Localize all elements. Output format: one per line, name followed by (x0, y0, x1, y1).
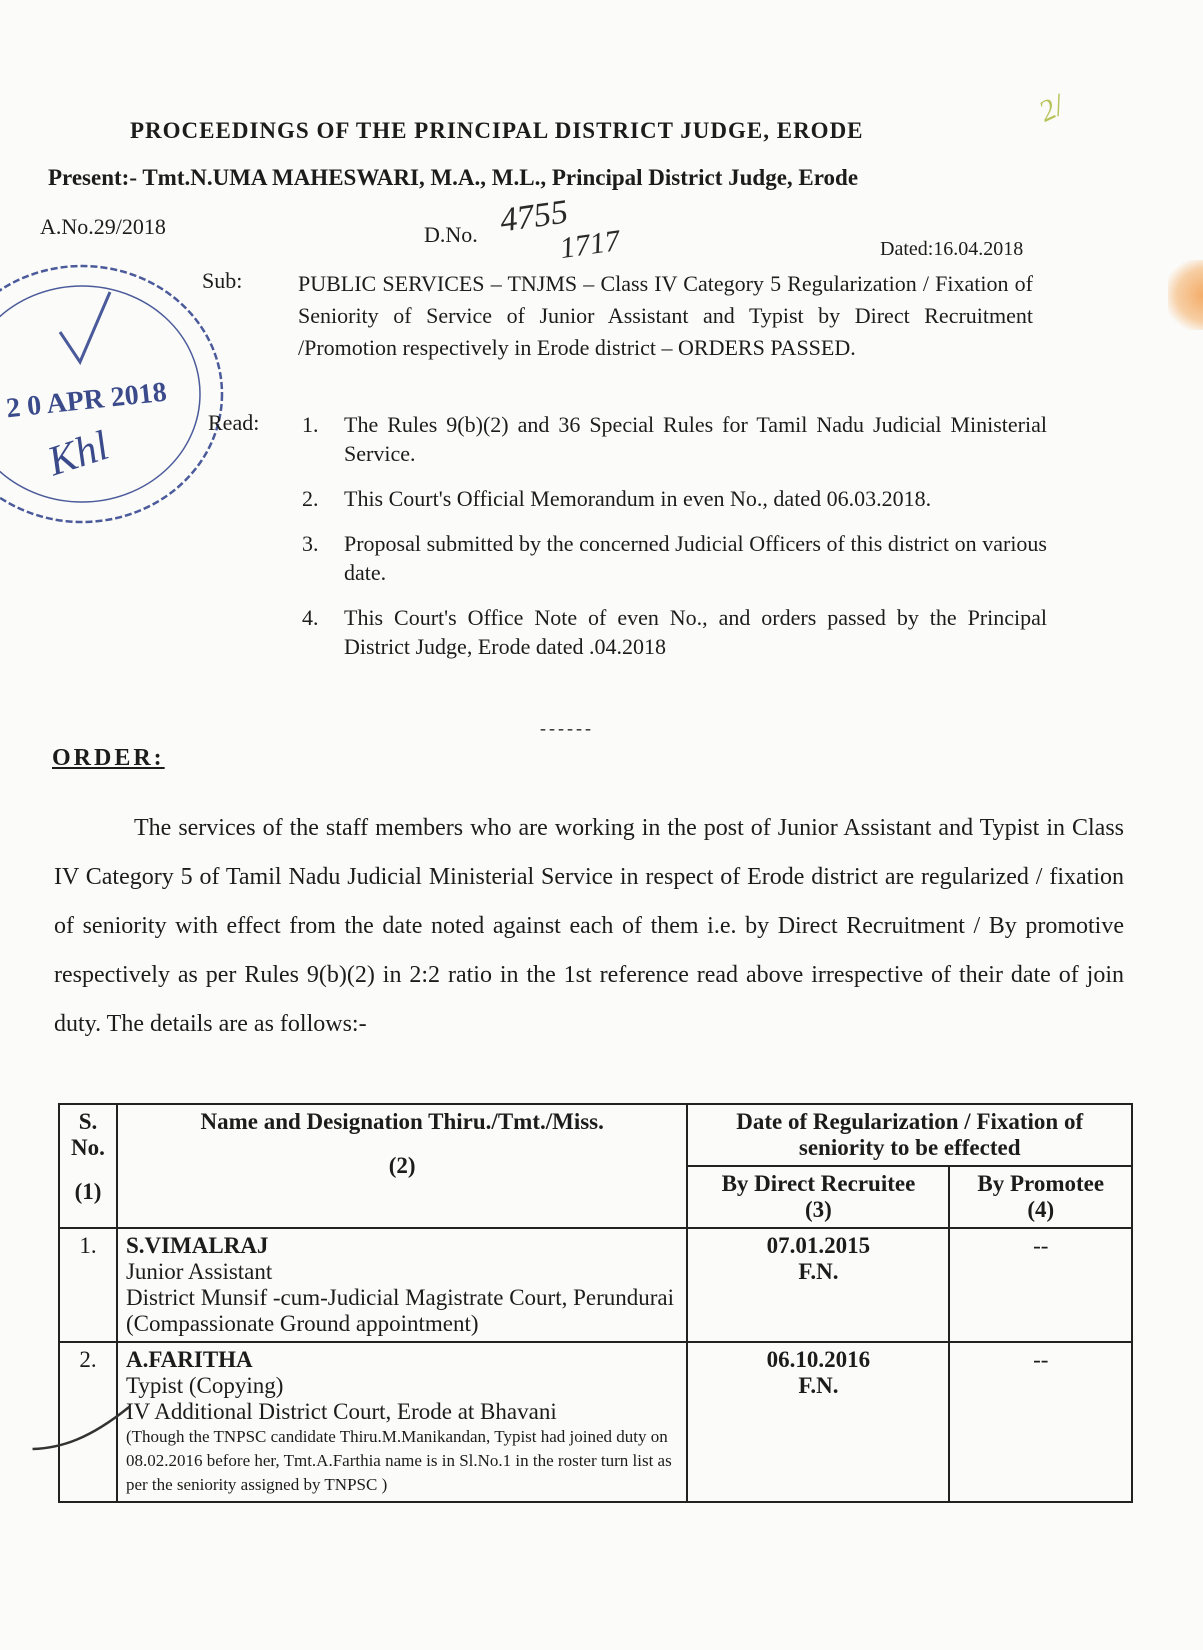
order-paragraph: The services of the staff members who are working in the post of Junior Assistant and Typist in Class IV Category 5 of Tamil Nadu Judicial Ministerial Service in respect of Erode district are regularized / fixation of seniority with effect from the date noted against each of them i.e. by Direct Recruitment / By promotive respectively as per Rules 9(b)(2) in 2:2 ratio in the 1st reference read above irrespective of their date of join duty. The details are as follows:- (54, 815, 1124, 1037)
dated-field: Dated:16.04.2018 (880, 238, 1024, 260)
reference-item: 3. Proposal submitted by the concerned Judicial Officers of this district on various date. (302, 531, 1047, 585)
presiding-officer: Present:- Tmt.N.UMA MAHESWARI, M.A., M.L., Principal District Judge, Erode (48, 165, 859, 190)
reference-list (302, 410, 1047, 677)
col-promotee-header: By Promotee (4) (949, 1166, 1132, 1228)
stamp-initials: Khl (42, 422, 115, 486)
d-number-label: D.No. (424, 222, 478, 247)
table-row: 2. A.FARITHA Typist (Copying) IV Additional District Court, Erode at Bhavani (Though the TNPSC candidate Thiru.M.Manikandan, Typist had joined duty on 08.02.2016 before her, Tmt.A.Farthia name is in Sl.No.1 in the roster turn list as per the seniority assigned by TNPSC ) 06.10.2016 F.N. -- (59, 1342, 1132, 1502)
reference-item: 1. The Rules 9(b)(2) and 36 Special Rules for Tamil Nadu Judicial Ministerial Service. (302, 412, 1047, 466)
document-title: PROCEEDINGS OF THE PRINCIPAL DISTRICT JUDGE, ERODE (130, 118, 864, 143)
separator: ------ (540, 718, 594, 738)
handwritten-initials: 2/ (1033, 88, 1070, 129)
stamp-date: 2 0 APR 2018 (4, 376, 169, 425)
a-number: A.No.29/2018 (40, 214, 166, 239)
col-sno-header: S. No. (1) (59, 1104, 117, 1228)
read-label: Read: (208, 410, 260, 435)
d-number-handwritten-2: 1717 (557, 223, 622, 266)
subject-label: Sub: (202, 268, 243, 293)
subject-text: PUBLIC SERVICES – TNJMS – Class IV Category 5 Regularization / Fixation of Seniority of Service of Junior Assistant and Typist by Direct Recruitment /Promotion respectively in Erode district – ORDERS PASSED. (298, 271, 1033, 360)
reference-item: 2. This Court's Official Memorandum in even No., dated 06.03.2018. (302, 486, 932, 511)
table-row: 1. S.VIMALRAJ Junior Assistant District Munsif -cum-Judicial Magistrate Court, Perundurai (Compassionate Ground appointment) 07.01.2015 F.N. -- (59, 1228, 1132, 1342)
d-number-handwritten: 4755 (497, 193, 571, 240)
edge-smudge (1168, 260, 1203, 330)
seniority-table (58, 1103, 1133, 1503)
table-header-row (59, 1104, 1132, 1166)
col-name-header: Name and Designation Thiru./Tmt./Miss. (2) (117, 1104, 687, 1228)
col-direct-header: By Direct Recruitee (3) (687, 1166, 949, 1228)
col-date-group-header: Date of Regularization / Fixation of seniority to be effected (687, 1104, 1132, 1166)
order-heading: ORDER: (52, 745, 165, 771)
reference-item: 4. This Court's Office Note of even No., and orders passed by the Principal District Judge, Erode dated .04.2018 (302, 605, 1047, 659)
